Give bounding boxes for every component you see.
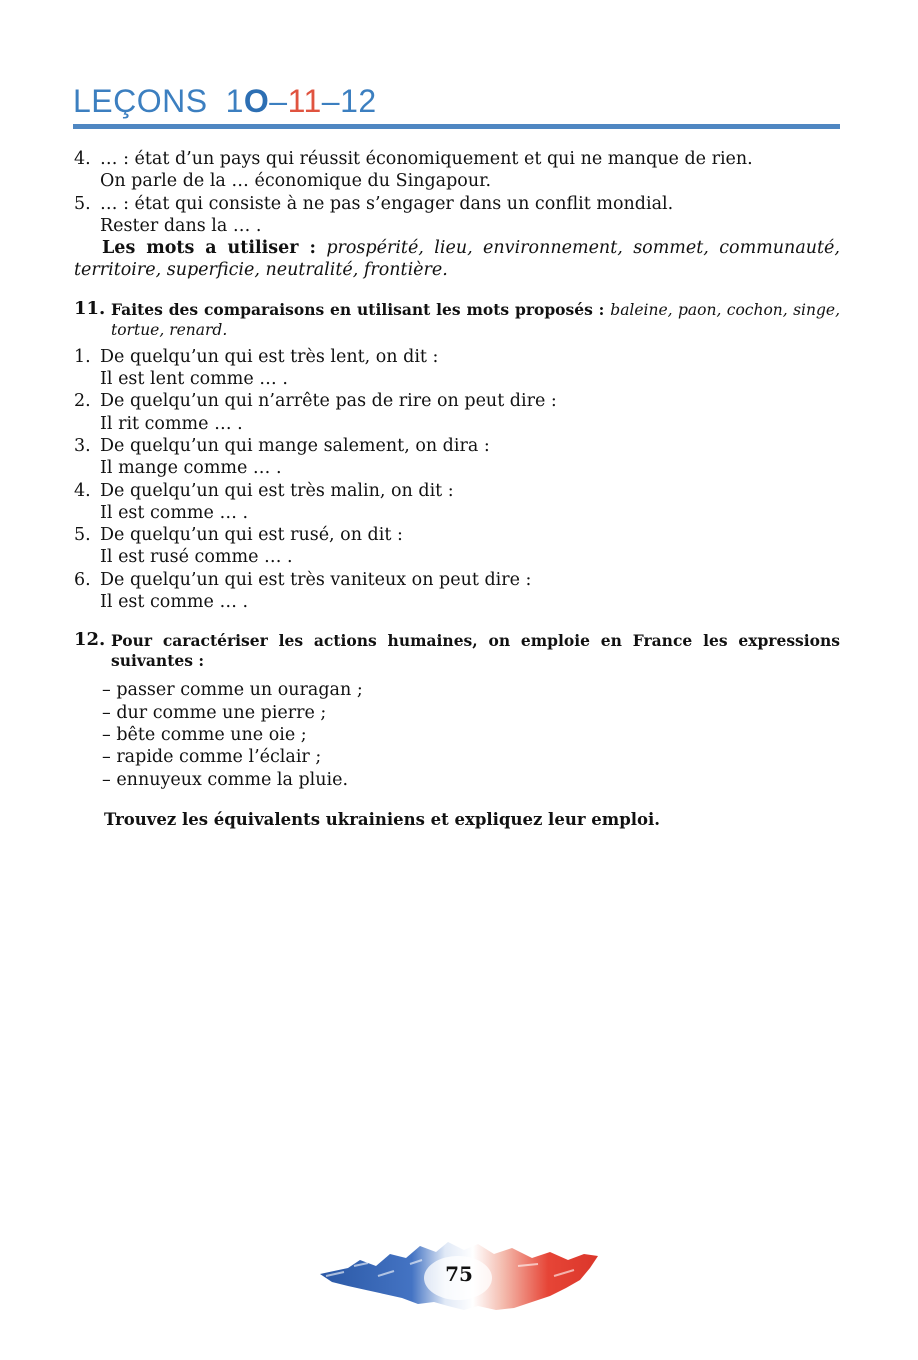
exercise-number: 12.	[74, 629, 106, 651]
list-item	[74, 480, 840, 525]
expression-item: – dur comme une pierre ;	[102, 702, 327, 723]
item-answer-line: Il est comme … .	[100, 502, 249, 523]
list-item	[74, 569, 840, 614]
list-item	[74, 346, 840, 391]
item-answer-line: Il mange comme … .	[100, 458, 282, 479]
item-text: De quelqu’un qui est rusé, on dit :	[100, 525, 403, 546]
item-text: De quelqu’un qui n’arrête pas de rire on peut dire :	[100, 391, 557, 412]
item-answer-line: Il est comme … .	[100, 592, 249, 613]
item-text: De quelqu’un qui est très vaniteux on peut dire :	[100, 569, 532, 590]
page-header	[73, 82, 840, 120]
item-number: 5.	[74, 525, 91, 546]
item-definition: … : état d’un pays qui réussit économiquement et qui ne manque de rien.	[100, 149, 753, 169]
expression-item: – bête comme une oie ;	[102, 724, 307, 745]
item-example: Rester dans la … .	[100, 215, 262, 236]
item-number: 4.	[74, 149, 91, 169]
item-number: 3.	[74, 435, 91, 456]
exercise-12-task: Trouvez les équivalents ukrainiens et expliquez leur emploi.	[104, 809, 661, 829]
item-definition: … : état qui consiste à ne pas s’engager dans un conflit mondial.	[100, 193, 674, 214]
expression-item: – rapide comme l’éclair ;	[102, 747, 322, 768]
item-answer-line: Il est rusé comme … .	[100, 547, 293, 568]
page-number: 75	[445, 1262, 473, 1286]
expression-item: – passer comme un ouragan ;	[102, 680, 363, 701]
list-item	[74, 193, 840, 238]
lesson-dash: –	[269, 83, 288, 119]
words-to-use-list: prospérité, lieu, environnement, sommet, communauté, territoire, superficie, neutralité, frontière.	[74, 238, 840, 281]
exercise-11-heading	[74, 297, 840, 340]
lesson-dash: –	[321, 83, 341, 119]
lesson-word: LEÇONS	[73, 83, 208, 119]
item-text: De quelqu’un qui est très malin, on dit :	[100, 480, 454, 501]
lesson-number-12: 12	[340, 83, 377, 119]
item-answer-line: Il rit comme … .	[100, 413, 243, 434]
exercise-number: 11.	[74, 297, 106, 319]
item-text: De quelqu’un qui mange salement, on dira :	[100, 435, 490, 456]
lesson-number-11: 11	[287, 83, 322, 119]
item-example: On parle de la … économique du Singapour.	[100, 171, 492, 192]
item-answer-line: Il est lent comme … .	[100, 369, 288, 390]
item-number: 4.	[74, 480, 91, 501]
header-rule	[73, 124, 840, 129]
list-item	[74, 390, 840, 435]
lesson-number-10-zero: O	[243, 83, 270, 119]
expressions-list	[74, 679, 840, 790]
list-item	[74, 148, 840, 193]
exercise-words: baleine, paon, cochon, singe, tortue, renard.	[111, 300, 840, 339]
page-content	[74, 148, 840, 831]
page-footer	[318, 1236, 600, 1316]
item-number: 6.	[74, 569, 91, 590]
item-text: De quelqu’un qui est très lent, on dit :	[100, 346, 439, 367]
words-to-use-label: Les mots a utiliser :	[102, 238, 316, 259]
exercise-instruction: Pour caractériser les actions humaines, on emploie en France les expressions suivantes :	[111, 631, 840, 671]
exercise-instruction: Faites des comparaisons en utilisant les mots proposés :	[111, 299, 605, 319]
exercise-12-heading	[74, 631, 840, 671]
item-number: 5.	[74, 193, 91, 214]
lesson-number-10-digit: 1	[225, 83, 244, 119]
expression-item: – ennuyeux comme la pluie.	[102, 769, 349, 790]
item-number: 2.	[74, 391, 91, 412]
lesson-title	[73, 82, 840, 120]
list-item	[74, 524, 840, 569]
words-to-use	[74, 237, 840, 282]
list-item	[74, 435, 840, 480]
item-number: 1.	[74, 346, 91, 367]
